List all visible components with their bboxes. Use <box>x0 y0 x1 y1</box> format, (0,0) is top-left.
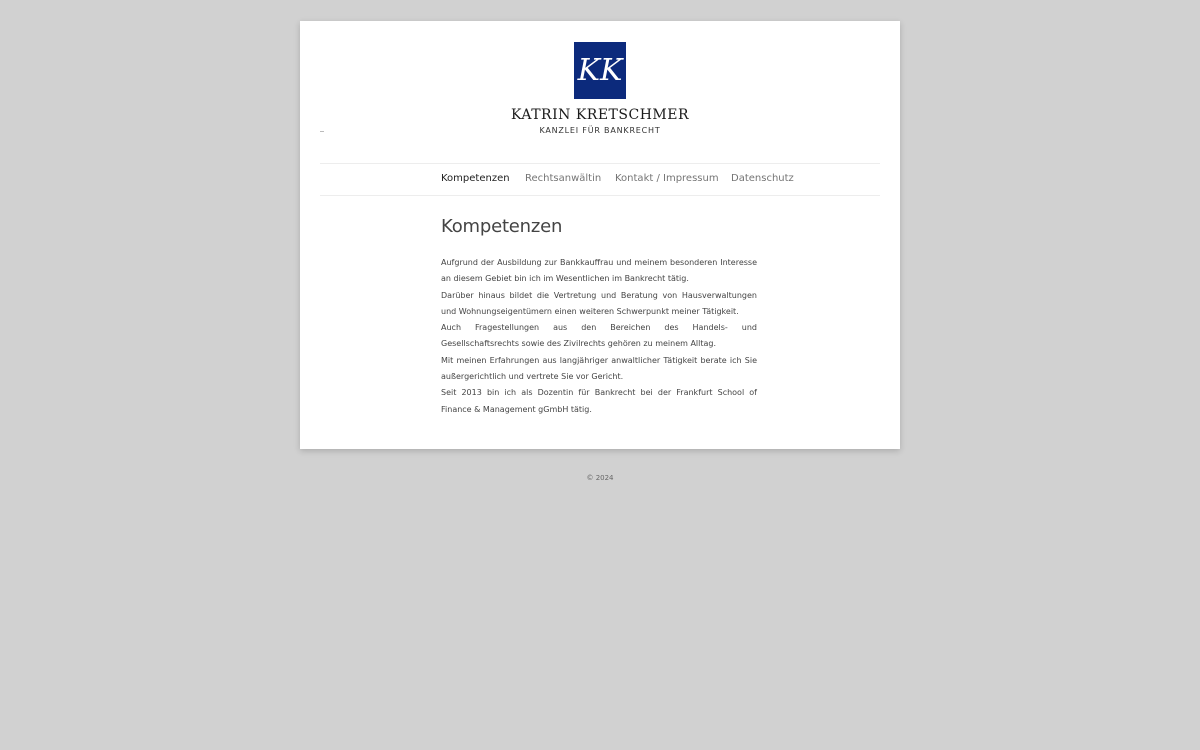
paragraph: Aufgrund der Ausbildung zur Bankkauffrau und meinem besonderen Interesse an diesem Gebiet bin ich im Wesentlichen im Bankrecht tätig. <box>441 258 757 284</box>
site-tagline: KANZLEI FÜR BANKRECHT <box>539 126 661 135</box>
paragraph: Mit meinen Erfahrungen aus langjähriger anwaltlicher Tätigkeit berate ich Sie außergerichtlich und vertrete Sie vor Gericht. <box>441 355 757 382</box>
main-navigation <box>320 163 880 196</box>
nav-item-kontakt-impressum[interactable]: Kontakt / Impressum <box>615 173 719 184</box>
footer-copyright: © 2024 <box>586 474 614 482</box>
paragraph: Seit 2013 bin ich als Dozentin für Bankrecht bei der Frankfurt School of Finance & Management gGmbH tätig. <box>441 388 757 414</box>
logo-letters: KK <box>577 53 623 88</box>
site-header <box>300 21 900 161</box>
divider-mark <box>320 131 324 132</box>
nav-item-datenschutz[interactable]: Datenschutz <box>731 173 794 184</box>
page-title: Kompetenzen <box>441 216 563 237</box>
nav-item-kompetenzen[interactable]: Kompetenzen <box>441 173 510 184</box>
main-content <box>441 216 757 418</box>
logo-icon <box>574 42 626 99</box>
page-container <box>300 21 900 449</box>
content-body <box>441 255 757 418</box>
site-title[interactable]: KATRIN KRETSCHMER <box>510 107 689 123</box>
paragraph: Darüber hinaus bildet die Vertretung und Beratung von Hausverwaltungen und Wohnungseigentümern einen weiteren Schwerpunkt meiner Tätigkeit. <box>441 290 757 316</box>
nav-item-rechtsanwaeltin[interactable]: Rechtsanwältin <box>525 173 602 184</box>
paragraph: Auch Fragestellungen aus den Bereichen des Handels- und Gesellschaftsrechts sowie des Zivilrechts gehören zu meinem Alltag. <box>441 323 757 349</box>
logo[interactable] <box>574 42 626 99</box>
